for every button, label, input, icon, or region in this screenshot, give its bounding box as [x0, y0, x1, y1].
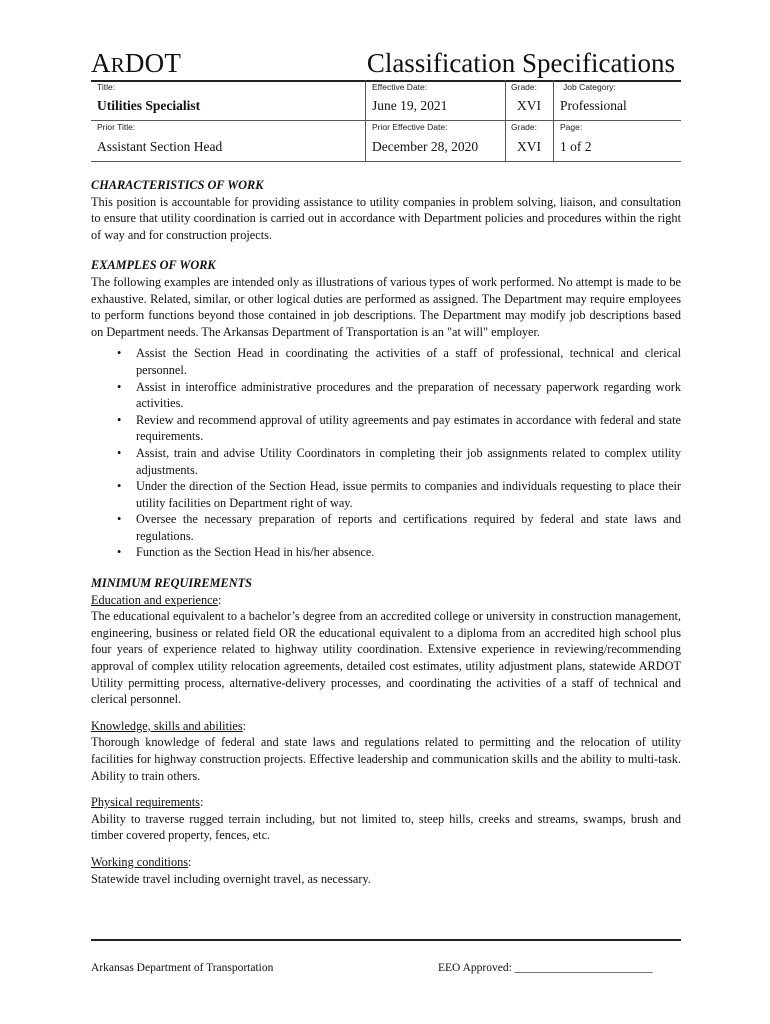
- working-conditions-label: Working conditions: [91, 854, 189, 869]
- footer-organization: Arkansas Department of Transportation: [91, 962, 274, 974]
- knowledge-label: Knowledge, skills and abilities: [91, 718, 243, 733]
- list-item: • Assist the Section Head in coordinating the activities of a staff of professional, technical and clerical personnel.: [117, 346, 681, 377]
- bullet: •: [117, 379, 122, 394]
- document-body: CHARACTERISTICS OF WORK This position is accountable for providing assistance to utility companies in problem solving, liaison, and consultation to ensure that utility coordination is carried out in accordance with Department policies and procedures within the right of way and for construction projects. EXAMPLES OF WORK The following examples are intended only as illustrations of various types of work performed. No attempt is made to be exhaustive. Related, similar, or other logical duties are performed as assigned. The Department may require employees to perform functions beyond those contained in job descriptions. The Department may modify job descriptions based on Department needs. The Arkansas Department of Transportation is an "at will" employer. • Assist the Section Head in coordinating the activities of a staff of professional, technical and clerical personnel. • Assist in interoffice administrative procedures and the preparation of necessary paperwork regarding work activities. • Review and recommend approval of utility agreements and pay estimates in accordance with federal and state requirements. • Assist, train and advise Utility Coordinators in completing their job assignments related to complex utility adjustments. • Under the direction of the Section Head, issue permits to companies and individuals requesting to place their utility facilities on Department right of way. • Oversee the necessary preparation of reports and certifications required by federal and state laws and regulations. • Function as the Section Head in his/her absence. MINIMUM REQUIREMENTS Education and experience: The educational equivalent to a bachelor’s degree from an accredited college or university in construction management, engineering, business or related field OR the educational equivalent to a diploma from an accredited high school plus four years of experience related to highway utility coordination. Extensive experience in reviewing/recommending approval of complex utility relocation agreements, detailed cost estimates, utility adjustment plans, statewide ARDOT Utility permitting process, alternative-delivery processes, and coordinating the activities of a staff of technical and clerical personnel. Knowledge, skills and abilities: Thorough knowledge of federal and state laws and regulations related to permitting and the relocation of utility facilities for highway construction projects. Effective leadership and communication skills and the ability to multi-task. Ability to train others. Physical requirements: Ability to traverse rugged terrain including, but not limited to, steep hills, creeks and streams, swamps, brush and timber covered property, fences, etc. Working conditions: Statewide travel including overnight travel, as necessary.: [91, 178, 681, 886]
- footer-rule: [91, 939, 681, 941]
- examples-heading: EXAMPLES OF WORK: [91, 258, 216, 273]
- bullet: •: [117, 346, 122, 361]
- characteristics-heading: CHARACTERISTICS OF WORK: [91, 178, 264, 192]
- bullet: •: [117, 512, 122, 527]
- grid-row-divider: [91, 120, 681, 121]
- requirements-heading: MINIMUM REQUIREMENTS: [91, 576, 252, 591]
- prior-title-value: Assistant Section Head: [97, 139, 223, 154]
- org-suffix: DOT: [124, 48, 182, 78]
- document-header: [91, 46, 681, 80]
- list-item: • Review and recommend approval of utility agreements and pay estimates in accordance with federal and state requirements.: [117, 412, 681, 444]
- grade-label: Grade:: [511, 82, 537, 92]
- title-value: Utilities Specialist: [97, 98, 201, 113]
- prior-title-label: Prior Title:: [97, 122, 136, 132]
- list-item: • Oversee the necessary preparation of reports and certifications required by federal and state laws and regulations.: [117, 512, 681, 543]
- education-label: Education and experience: [91, 592, 219, 607]
- bullet: •: [117, 479, 122, 494]
- list-item: • Assist, train and advise Utility Coordinators in completing their job assignments related to complex utility adjustments.: [117, 445, 681, 477]
- bullet: •: [117, 445, 122, 460]
- list-item: • Under the direction of the Section Head, issue permits to companies and individuals requesting to place their utility facilities on Department right of way.: [117, 479, 681, 510]
- prior-effective-date-label: Prior Effective Date:: [372, 122, 448, 132]
- grid-col-divider: [365, 80, 366, 162]
- title-label: Title:: [97, 82, 116, 92]
- grid-bottom-rule: [91, 161, 681, 162]
- effective-date-label: Effective Date:: [372, 82, 428, 92]
- document-title: Classification Specifications: [366, 48, 675, 78]
- job-category-label: Job Category:: [563, 82, 616, 92]
- grade-value: XVI: [517, 98, 541, 113]
- physical-text: Ability to traverse rugged terrain including, but not limited to, steep hills, creeks and streams, swamps, brush and timber covered property, fences, etc.: [91, 811, 681, 843]
- page-value: 1 of 2: [560, 139, 592, 154]
- classification-info-grid: [91, 80, 681, 162]
- list-item: • Function as the Section Head in his/her absence.: [117, 545, 375, 560]
- physical-label: Physical requirements: [91, 795, 200, 810]
- list-item: • Assist in interoffice administrative procedures and the preparation of necessary paperwork regarding work activities.: [117, 379, 681, 411]
- org-prefix: A: [91, 48, 111, 78]
- bullet: •: [117, 545, 122, 560]
- prior-grade-label: Grade:: [511, 122, 537, 132]
- prior-grade-value: XVI: [517, 139, 541, 154]
- org-smallcap: R: [110, 53, 125, 77]
- grid-col-divider: [505, 80, 506, 162]
- knowledge-text: Thorough knowledge of federal and state laws and regulations related to permitting and the relocation of utility facilities for highway construction projects. Effective leadership and communication skills and the ability to multi-task. Ability to train others.: [91, 735, 681, 783]
- grid-col-divider: [553, 80, 554, 162]
- characteristics-text: This position is accountable for providing assistance to utility companies in problem solving, liaison, and consultation to ensure that utility coordination is carried out in accordance with Department policies and procedures within the right of way and for construction projects.: [91, 194, 681, 242]
- organization-name: [91, 46, 181, 82]
- page-label: Page:: [560, 122, 583, 132]
- education-text: The educational equivalent to a bachelor’s degree from an accredited college or university in construction management, engineering, business or related field OR the educational equivalent to a diploma from an accredited high school plus four years of experience related to highway utility coordination. Extensive experience in reviewing/recommending approval of complex utility relocation agreements, detailed cost estimates, utility adjustment plans, statewide ARDOT Utility permitting process, alternative-delivery processes, and coordinating the activities of a staff of technical and clerical personnel.: [91, 609, 681, 707]
- examples-list: [91, 345, 681, 561]
- prior-effective-date-value: December 28, 2020: [372, 139, 479, 154]
- bullet: •: [117, 412, 122, 427]
- examples-intro: The following examples are intended only as illustrations of various types of work performed. No attempt is made to be exhaustive. Related, similar, or other logical duties are performed as assigned. The Department may require employees to perform functions beyond those contained in job descriptions. The Department may modify job descriptions based on Department needs. The Arkansas Department of Transportation is an "at will" employer.: [91, 274, 681, 339]
- job-category-value: Professional: [560, 98, 627, 113]
- effective-date-value: June 19, 2021: [372, 98, 448, 113]
- working-conditions-text: Statewide travel including overnight travel, as necessary.: [91, 871, 371, 886]
- footer-eeo-approval: EEO Approved: ________________________: [438, 962, 653, 974]
